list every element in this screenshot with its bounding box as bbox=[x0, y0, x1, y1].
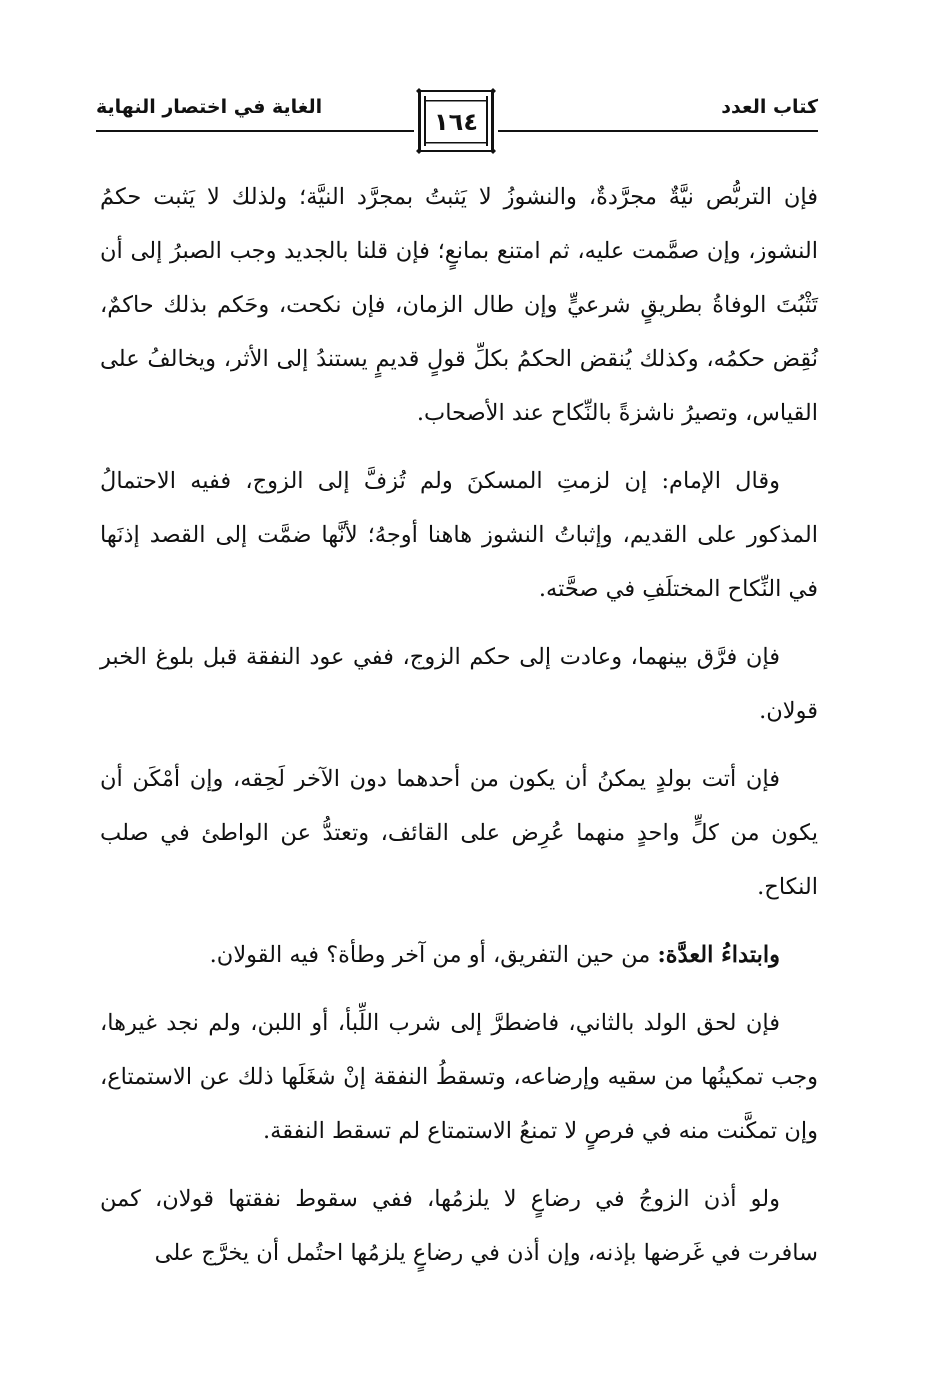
paragraph bbox=[100, 454, 818, 616]
chapter-title: كتاب العدد bbox=[721, 96, 818, 118]
paragraph bbox=[100, 928, 818, 982]
paragraph bbox=[100, 630, 818, 738]
paragraph bbox=[100, 1172, 818, 1280]
page-number: ١٦٤ bbox=[434, 108, 478, 136]
page-number-frame bbox=[414, 86, 498, 156]
paragraph-text: من حين التفريق، أو من آخر وطأة؟ فيه القولان. bbox=[209, 942, 658, 968]
paragraph-text: فإن التربُّص نيَّةٌ مجرَّدةٌ، والنشوزُ لا يَثبتُ بمجرَّد النيَّة؛ ولذلك لا يَثبت حكمُ النشوز، وإن صمَّمت عليه، ثم امتنع بمانعٍ؛ فإن قلنا بالجديد وجب الصبرُ إلى أن تَثْبُتَ الوفاةُ بطريقٍ شرعيٍّ وإن طال الزمان، فإن نكحت، وحَكم بذلك حاكمٌ، نُقِض حكمُه، وكذلك يُنقض الحكمُ بكلِّ قولٍ قديمٍ يستندُ إلى الأثر، ويخالفُ على القياس، وتصيرُ ناشزةً بالنِّكاح عند الأصحاب. bbox=[100, 184, 818, 426]
book-title: الغاية في اختصار النهاية bbox=[96, 96, 323, 118]
paragraph-text: ولو أذن الزوجُ في رضاعٍ لا يلزمُها، ففي سقوط نفقتها قولان، كمن سافرت في غَرضها بإذنه، وإن أذن في رضاعٍ يلزمُها احتُمل أن يخرَّج على bbox=[100, 1186, 818, 1266]
paragraph-text: وقال الإمام: إن لزمتِ المسكنَ ولم تُزفَّ إلى الزوج، ففيه الاحتمالُ المذكور على القديم، وإثباتُ النشوز هاهنا أوجهُ؛ لأنَّها ضمَّت إلى القصد إذنَها في النِّكاح المختلَفِ في صحَّته. bbox=[100, 468, 818, 602]
paragraph-text: فإن أتت بولدٍ يمكنُ أن يكون من أحدهما دون الآخر لَحِقه، وإن أمْكَن أن يكون من كلٍّ واحدٍ منهما عُرِض على القائف، وتعتدُّ عن الواطئ في صلب النكاح. bbox=[100, 766, 818, 900]
section-lead: وابتداءُ العدَّة: bbox=[657, 942, 780, 968]
paragraph bbox=[100, 752, 818, 914]
paragraph bbox=[100, 996, 818, 1158]
main-text bbox=[100, 170, 818, 1294]
paragraph-text: فإن فرَّق بينهما، وعادت إلى حكم الزوج، ففي عود النفقة قبل بلوغ الخبر قولان. bbox=[100, 644, 818, 724]
paragraph bbox=[100, 170, 818, 440]
page-header bbox=[96, 86, 818, 158]
paragraph-text: فإن لحق الولد بالثاني، فاضطرَّ إلى شرب اللِّبأ، أو اللبن، ولم نجد غيرها، وجب تمكينُها من سقيه وإرضاعه، وتسقطُ النفقة إنْ شغَلَها ذلك عن الاستمتاع، وإن تمكَّنت منه في فرصٍ لا تمنعُ الاستمتاع لم تسقط النفقة. bbox=[100, 1010, 818, 1144]
